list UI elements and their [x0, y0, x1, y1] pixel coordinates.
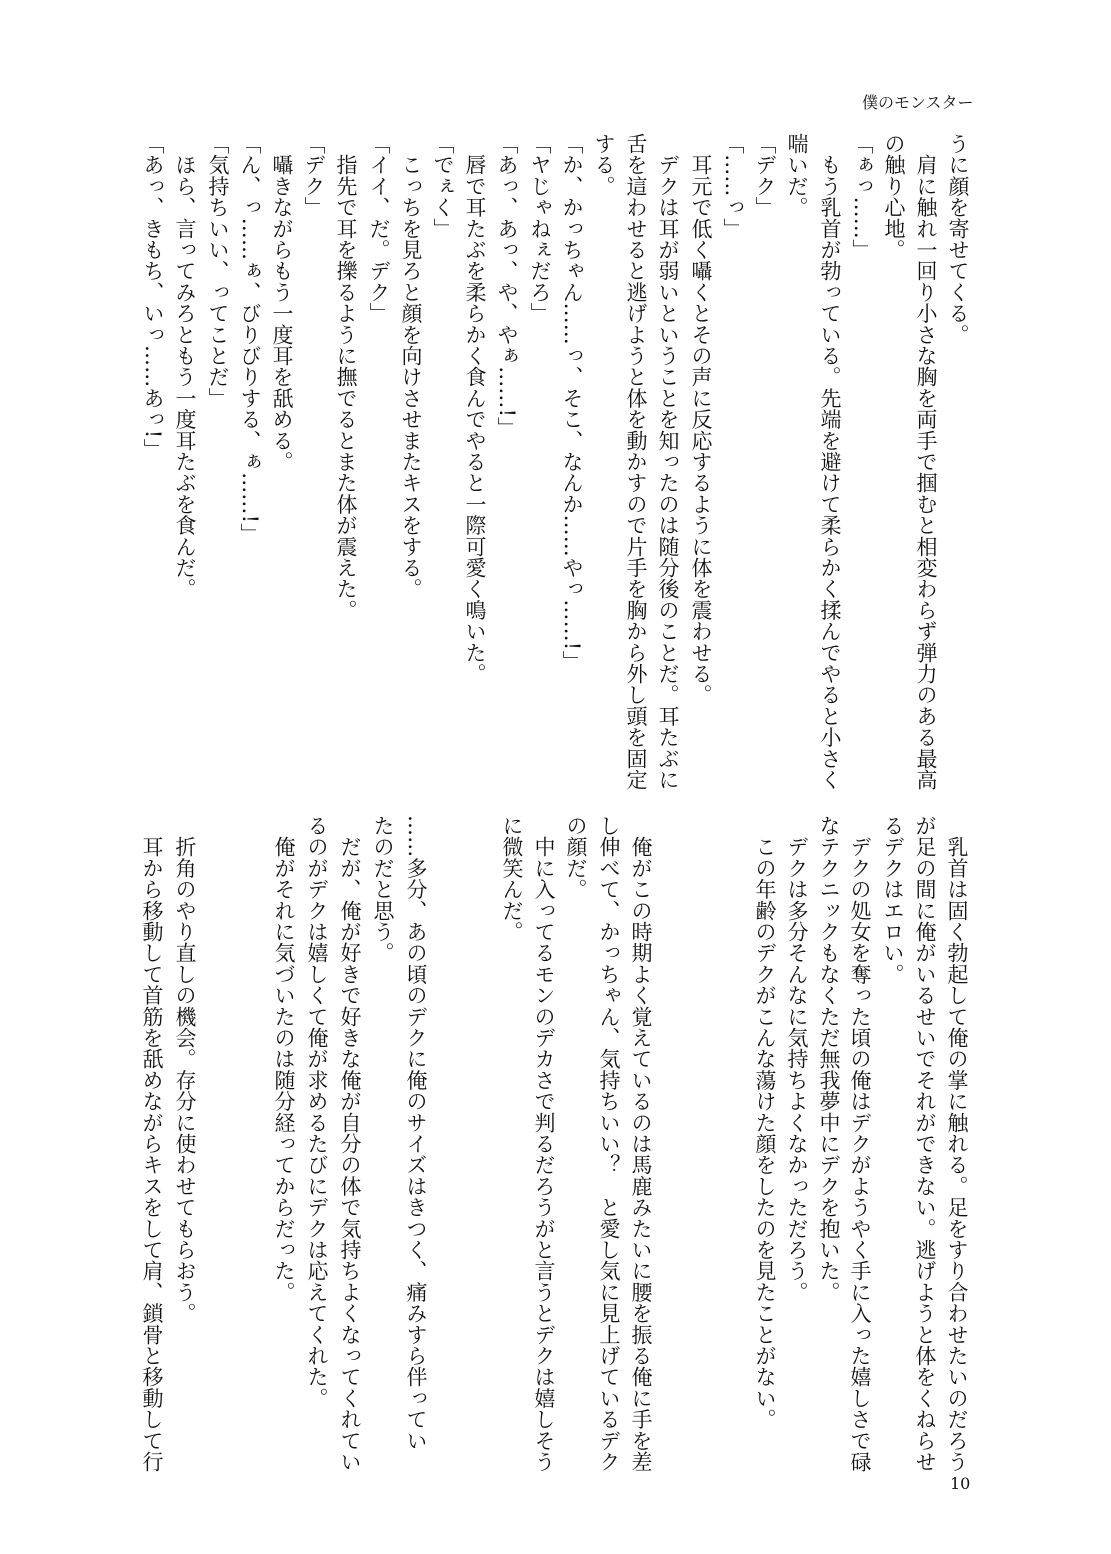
running-header-title: 僕のモンスター: [862, 93, 974, 112]
text-line: ほら、言ってみろともう一度耳たぶを食んだ。: [173, 133, 197, 600]
text-line: 指先で耳を擽るように撫でるとまた体が震えた。: [334, 133, 358, 621]
text-line: 「……っ」: [721, 133, 745, 239]
text-line: 折角のやり直しの機会。存分に使わせてもらおう。: [173, 815, 197, 1324]
text-line: なテクニックもなくただ無我夢中にデクを抱いた。: [817, 815, 841, 1303]
text-line: うに顔を寄せてくる。: [946, 133, 970, 345]
text-line: もう乳首が勃っている。先端を避けて柔らかく揉んでやると小さく: [818, 133, 842, 791]
text-line: 舌を這わせると逃げようと体を動かすので片手を胸から外し頭を固定: [624, 133, 648, 791]
text-line: 喘いだ。: [785, 133, 809, 218]
text-line: 「気持ちいい、ってことだ」: [206, 133, 230, 409]
text-line: 「ぁっ……」: [850, 133, 874, 261]
text-line: 「あっ、きもち、いっ……あっ!」: [141, 133, 165, 460]
text-line: デクは耳が弱いということを知ったのは随分後のことだ。耳たぶに: [656, 133, 680, 791]
text-line: 「あっ、あっ、や、やぁ……!」: [495, 133, 519, 439]
text-line: 耳から移動して首筋を舐めながらキスをして肩、鎖骨と移動して行: [140, 815, 164, 1473]
text-line: に微笑んだ。: [500, 815, 524, 943]
text-line: し伸べて、かっちゃん、気持ちいい？ と愛し気に見上げているデク: [597, 815, 621, 1473]
text-line: の触り心地。: [882, 133, 906, 261]
text-line: こっちを見ろと顔を向けさせまたキスをする。: [399, 133, 423, 600]
text-line: 「デク」: [302, 133, 326, 218]
text-line: 「イイ、だ。デク」: [367, 133, 391, 324]
text-line: 「でぇく」: [431, 133, 455, 239]
text-line: 「デク」: [753, 133, 777, 218]
text-line: この年齢のデクがこんな蕩けた顔をしたのを見たことがない。: [753, 815, 777, 1430]
text-line: 俺がこの時期よく覚えているのは馬鹿みたいに腰を振る俺に手を差: [629, 815, 653, 1473]
text-line: 「か、かっちゃん……っ、そこ、なんか……やっ……!」: [560, 133, 584, 672]
text-line: るデクはエロい。: [881, 815, 905, 985]
text-line: るのがデクは嬉しくて俺が求めるたびにデクは応えてくれた。: [305, 815, 329, 1409]
text-line: 俺がそれに気づいたのは随分経ってからだった。: [272, 815, 296, 1303]
text-line: 中に入ってるモンのデカさで判るだろうがと言うとデクは嬉しそう: [532, 815, 556, 1473]
text-line: の顔だ。: [564, 815, 588, 900]
text-line: 耳元で低く囁くとその声に反応するように体を震わせる。: [689, 133, 713, 706]
text-line: デクの処女を奪った頃の俺はデクがようやく手に入った嬉しさで碌: [848, 815, 872, 1473]
text-line: 囁きながらもう一度耳を舐める。: [270, 133, 294, 473]
text-line: 「ん、っ……ぁ、びりびりする、ぁ……!」: [238, 133, 262, 545]
text-line: ……多分、あの頃のデクに俺のサイズはきつく、痛みすら伴ってい: [404, 815, 428, 1451]
text-line: デクは多分そんなに気持ちよくなかっただろう。: [785, 815, 809, 1303]
text-line: 「ヤじゃねぇだろ」: [528, 133, 552, 324]
text-line: だが、俺が好きで好きな俺が自分の体で気持ちよくなってくれてい: [338, 815, 362, 1473]
text-line: 肩に触れ一回り小さな胸を両手で掴むと相変わらず弾力のある最高: [914, 133, 938, 791]
text-line: たのだと思う。: [371, 815, 395, 964]
text-line: 乳首は固く勃起して俺の掌に触れる。足をすり合わせたいのだろう: [945, 815, 969, 1473]
text-line: する。: [592, 133, 616, 197]
page-number: 10: [950, 1474, 971, 1493]
text-line: 唇で耳たぶを柔らかく食んでやると一際可愛く鳴いた。: [463, 133, 487, 685]
text-line: が足の間に俺がいるせいでそれができない。逃げようと体をくねらせ: [913, 815, 937, 1473]
